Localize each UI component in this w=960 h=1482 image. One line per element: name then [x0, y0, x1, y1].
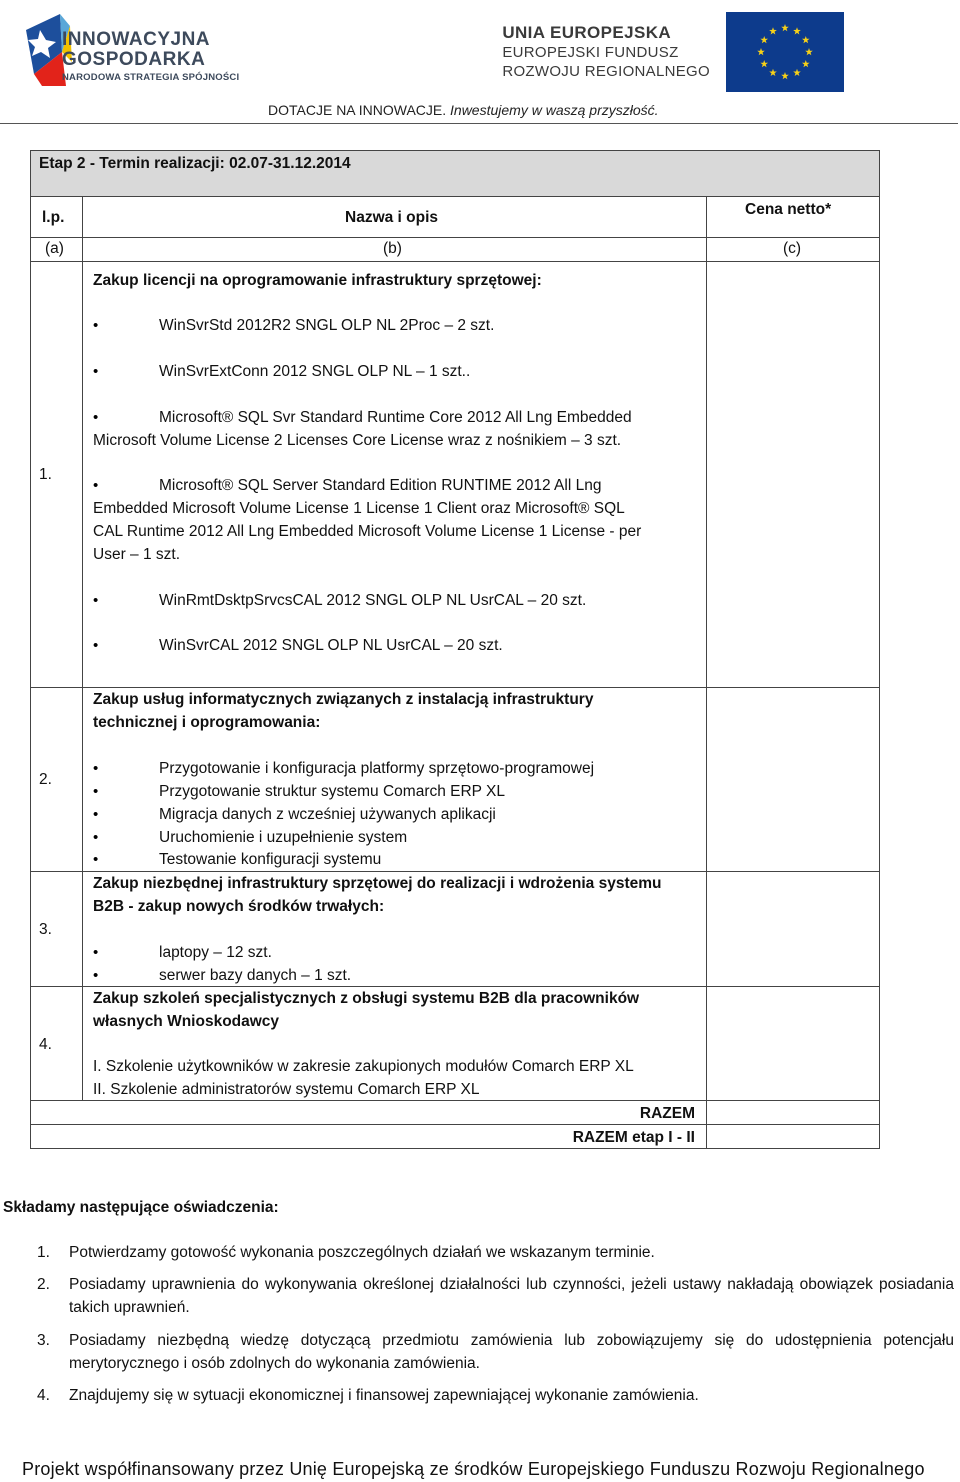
row1-item: User – 1 szt. [93, 546, 180, 563]
row1-item: Microsoft Volume License 2 Licenses Core License wraz z nośnikiem – 3 szt. [93, 432, 622, 449]
logo-right-line3: ROZWOJU REGIONALNEGO [502, 63, 710, 80]
logo-right-line1: UNIA EUROPEJSKA [502, 23, 672, 42]
logo-right-line2: EUROPEJSKI FUNDUSZ [502, 44, 679, 61]
declaration-item [37, 1384, 957, 1408]
declarations-title: Składamy następujące oświadczenia: [3, 1199, 279, 1216]
stage-title: Etap 2 - Termin realizacji: 02.07-31.12.2014 [39, 155, 351, 172]
row1-item: WinSvrExtConn 2012 SNGL OLP NL – 1 szt.. [159, 363, 471, 380]
row3-number: 3. [39, 921, 52, 938]
row1-item: WinSvrStd 2012R2 SNGL OLP NL 2Proc – 2 szt. [159, 317, 495, 334]
declaration-number: 1. [37, 1244, 50, 1261]
col-lp-header: l.p. [42, 209, 65, 226]
logo-left-line1: INNOWACYJNA [62, 29, 211, 50]
col-c-label: (c) [783, 240, 802, 257]
header-divider [0, 123, 958, 124]
col-a-label: (a) [45, 240, 64, 257]
col-b-label: (b) [383, 240, 402, 257]
row2-item: Przygotowanie struktur systemu Comarch ERP XL [159, 783, 506, 800]
row3-price-cell [706, 871, 880, 987]
total1-value-cell [706, 1100, 880, 1125]
bullet-icon: • [93, 806, 99, 823]
row2-item: Przygotowanie i konfiguracja platformy sprzętowo-programowej [159, 760, 595, 777]
bullet-icon: • [93, 317, 99, 334]
declaration-text: Posiadamy niezbędną wiedzę dotyczącą przedmiotu zamówienia lub zobowiązujemy się do udostępnienia potencjału merytorycznego i osób zdolnych do wykonania zamówienia. [69, 1332, 954, 1372]
declaration-text: Znajdujemy się w sytuacji ekonomicznej i finansowej zapewniającej wykonanie zamówienia. [69, 1387, 699, 1404]
bullet-icon: • [93, 783, 99, 800]
row4-item: I. Szkolenie użytkowników w zakresie zakupionych modułów Comarch ERP XL [93, 1058, 634, 1075]
row2-item: Uruchomienie i uzupełnienie system [159, 829, 408, 846]
row4-heading: Zakup szkoleń specjalistycznych z obsługi systemu B2B dla pracowników [93, 990, 640, 1007]
row4-number: 4. [39, 1036, 52, 1053]
row2-item: Testowanie konfiguracji systemu [159, 851, 382, 868]
row1-number: 1. [39, 466, 52, 483]
tagline-plain: DOTACJE NA INNOWACJE. [268, 102, 447, 118]
row1-item: WinSvrCAL 2012 SNGL OLP NL UsrCAL – 20 szt. [159, 637, 503, 654]
col-price-header: Cena netto* [745, 201, 832, 218]
bullet-icon: • [93, 967, 99, 984]
bullet-icon: • [93, 363, 99, 380]
page-header [0, 0, 960, 125]
logo-right-text [502, 22, 710, 81]
row2-price-cell [706, 687, 880, 872]
row3-heading: Zakup niezbędnej infrastruktury sprzętowej do realizacji i wdrożenia systemu [93, 875, 662, 892]
row1-price-cell [706, 261, 880, 688]
row3-heading: B2B - zakup nowych środków trwałych: [93, 898, 385, 915]
col-name-header: Nazwa i opis [345, 209, 439, 226]
total-label: RAZEM [639, 1105, 695, 1122]
row2-heading: Zakup usług informatycznych związanych z instalacją infrastruktury [93, 691, 594, 708]
row3-item: laptopy – 12 szt. [159, 944, 272, 961]
declaration-number: 2. [37, 1276, 50, 1293]
row1-item: Microsoft® SQL Svr Standard Runtime Core 2012 All Lng Embedded [159, 409, 632, 426]
declaration-text: Posiadamy uprawnienia do wykonywania określonej działalności lub czynności, jeżeli ustawy nakładają obowiązek posiadania takich uprawnień. [69, 1276, 954, 1316]
row4-num-cell [30, 986, 83, 1101]
declaration-item [37, 1273, 957, 1321]
bullet-icon: • [93, 944, 99, 961]
bullet-icon: • [93, 637, 99, 654]
bullet-icon: • [93, 829, 99, 846]
page-footer: Projekt współfinansowany przez Unię Europejską ze środków Europejskiego Funduszu Rozwoju Regionalnego [22, 1459, 925, 1479]
bullet-icon: • [93, 851, 99, 868]
header-tagline [268, 102, 659, 118]
row1-num-cell [30, 261, 83, 688]
row4-item: II. Szkolenie administratorów systemu Comarch ERP XL [93, 1081, 480, 1098]
tagline-italic: Inwestujemy w waszą przyszłość. [450, 102, 659, 118]
row1-item: Embedded Microsoft Volume License 1 License 1 Client oraz Microsoft® SQL [93, 500, 625, 517]
total2-value-cell [706, 1124, 880, 1149]
declaration-item [37, 1241, 957, 1265]
row3-item: serwer bazy danych – 1 szt. [159, 967, 352, 984]
logo-left-text [62, 30, 239, 83]
row4-price-cell [706, 986, 880, 1101]
logo-left-line3: NARODOWA STRATEGIA SPÓJNOŚCI [62, 72, 240, 83]
row4-heading: własnych Wnioskodawcy [93, 1013, 280, 1030]
row1-item: Microsoft® SQL Server Standard Edition RUNTIME 2012 All Lng [159, 477, 602, 494]
row2-number: 2. [39, 771, 52, 788]
row2-heading: technicznej i oprogramowania: [93, 714, 321, 731]
declaration-text: Potwierdzamy gotowość wykonania poszczególnych działań we wskazanym terminie. [69, 1244, 655, 1261]
row1-item: CAL Runtime 2012 All Lng Embedded Microsoft Volume License 1 License - per [93, 523, 642, 540]
bullet-icon: • [93, 477, 99, 494]
row2-item: Migracja danych z wcześniej używanych aplikacji [159, 806, 496, 823]
declaration-number: 3. [37, 1332, 50, 1349]
row3-num-cell [30, 871, 83, 987]
row1-item: WinRmtDsktpSrvcsCAL 2012 SNGL OLP NL UsrCAL – 20 szt. [159, 592, 587, 609]
declaration-item [37, 1329, 957, 1377]
total1-label-cell [30, 1100, 707, 1125]
total-stages-label: RAZEM etap I - II [572, 1129, 695, 1146]
bullet-icon: • [93, 592, 99, 609]
eu-flag-icon [726, 12, 844, 92]
bullet-icon: • [93, 409, 99, 426]
row1-heading: Zakup licencji na oprogramowanie infrastruktury sprzętowej: [93, 272, 542, 289]
bullet-icon: • [93, 760, 99, 777]
logo-left-line2: GOSPODARKA [62, 49, 206, 70]
declaration-number: 4. [37, 1387, 50, 1404]
row2-num-cell [30, 687, 83, 872]
